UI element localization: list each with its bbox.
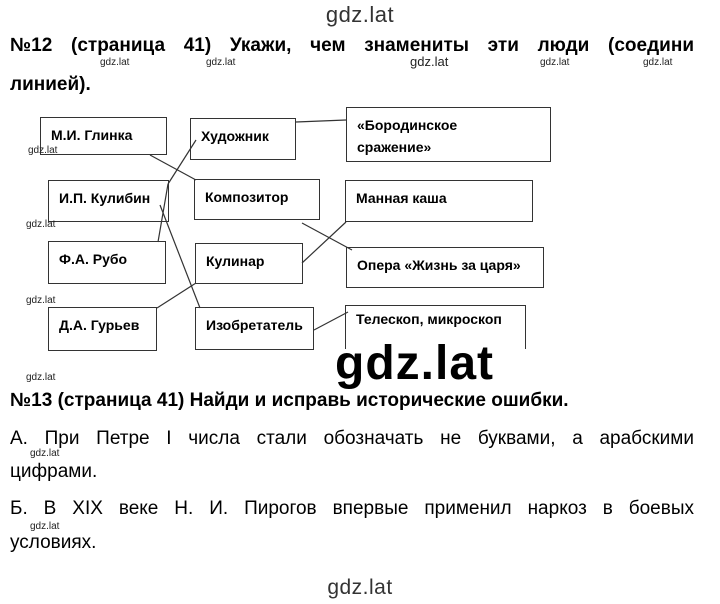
title-word: 41) [183,35,212,56]
line-composer-opera [302,223,352,250]
watermark-small: gdz.lat [410,54,449,69]
line-guryev-cook [157,283,196,308]
work-box-opera: Опера «Жизнь за царя» [346,247,544,288]
text-word: а [572,428,583,449]
watermark-top: gdz.lat [325,2,395,27]
text-word: наркоз [527,498,587,519]
watermark-small: gdz.lat [26,372,56,383]
watermark-small: gdz.lat [30,521,60,532]
text-word: буквами, [477,428,556,449]
title-word: №12 [10,35,53,56]
work-box-telescope: Телескоп, микроскоп [345,305,526,349]
text-word: боевых [628,498,694,519]
task12-title-line1 [10,35,694,57]
watermark-small: gdz.lat [643,57,673,68]
text-word: не [440,428,462,449]
text-word: впервые [332,498,409,519]
text-word: Петре [96,428,150,449]
text-word: применил [424,498,512,519]
watermark-small: gdz.lat [28,145,58,156]
text-word: арабскими [599,428,694,449]
text-word: В [43,498,57,519]
task12-title-line2: линией). [10,74,91,95]
text-word: И. [209,498,229,519]
watermark-small: gdz.lat [100,57,130,68]
task13-item-b-line2: условиях. [10,532,97,553]
task13-item-a-line2: цифрами. [10,461,98,482]
person-box-kulibin: И.П. Кулибин [48,180,169,222]
text-word: Б. [10,498,28,519]
text-word: веке [118,498,159,519]
text-word: в [602,498,613,519]
title-word: эти [487,35,519,56]
title-word: чем [310,35,346,56]
text-word: числа [188,428,240,449]
text-word: стали [256,428,307,449]
work-box-semolina: Манная каша [345,180,533,222]
title-word: Укажи, [229,35,292,56]
line-artist-borodino [296,120,346,122]
line-inventor-telescope [314,312,348,330]
text-word: Н. [174,498,194,519]
text-word: Пирогов [244,498,317,519]
text-word: XIX [72,498,103,519]
task13-item-a-line1 [10,428,694,450]
profession-box-composer: Композитор [194,179,320,220]
watermark-small: gdz.lat [30,448,60,459]
line-cook-semolina [302,222,346,263]
watermark-small: gdz.lat [540,57,570,68]
text-word: А. [10,428,28,449]
person-box-rubo: Ф.А. Рубо [48,241,166,284]
task13-item-b-line1 [10,498,694,520]
profession-box-artist: Художник [190,118,296,160]
text-word: При [44,428,80,449]
watermark-small: gdz.lat [26,219,56,230]
profession-box-cook: Кулинар [195,243,303,284]
work-box-borodino: «Бородинское сражение» [346,107,551,162]
task13-title: №13 (страница 41) Найди и исправь исторические ошибки. [10,390,569,411]
watermark-small: gdz.lat [206,57,236,68]
watermark-bottom: gdz.lat [327,576,393,599]
watermark-big: gdz.lat [335,337,494,390]
profession-box-inventor: Изобретатель [195,307,314,350]
person-box-guryev: Д.А. Гурьев [48,307,157,351]
title-word: знамениты [364,35,469,56]
watermark-small: gdz.lat [26,295,56,306]
text-word: обозначать [323,428,424,449]
title-word: (страница [71,35,166,56]
title-word: (соедини [608,35,694,56]
person-box-glinka: М.И. Глинка [40,117,167,155]
title-word: люди [537,35,590,56]
text-word: I [166,428,172,449]
